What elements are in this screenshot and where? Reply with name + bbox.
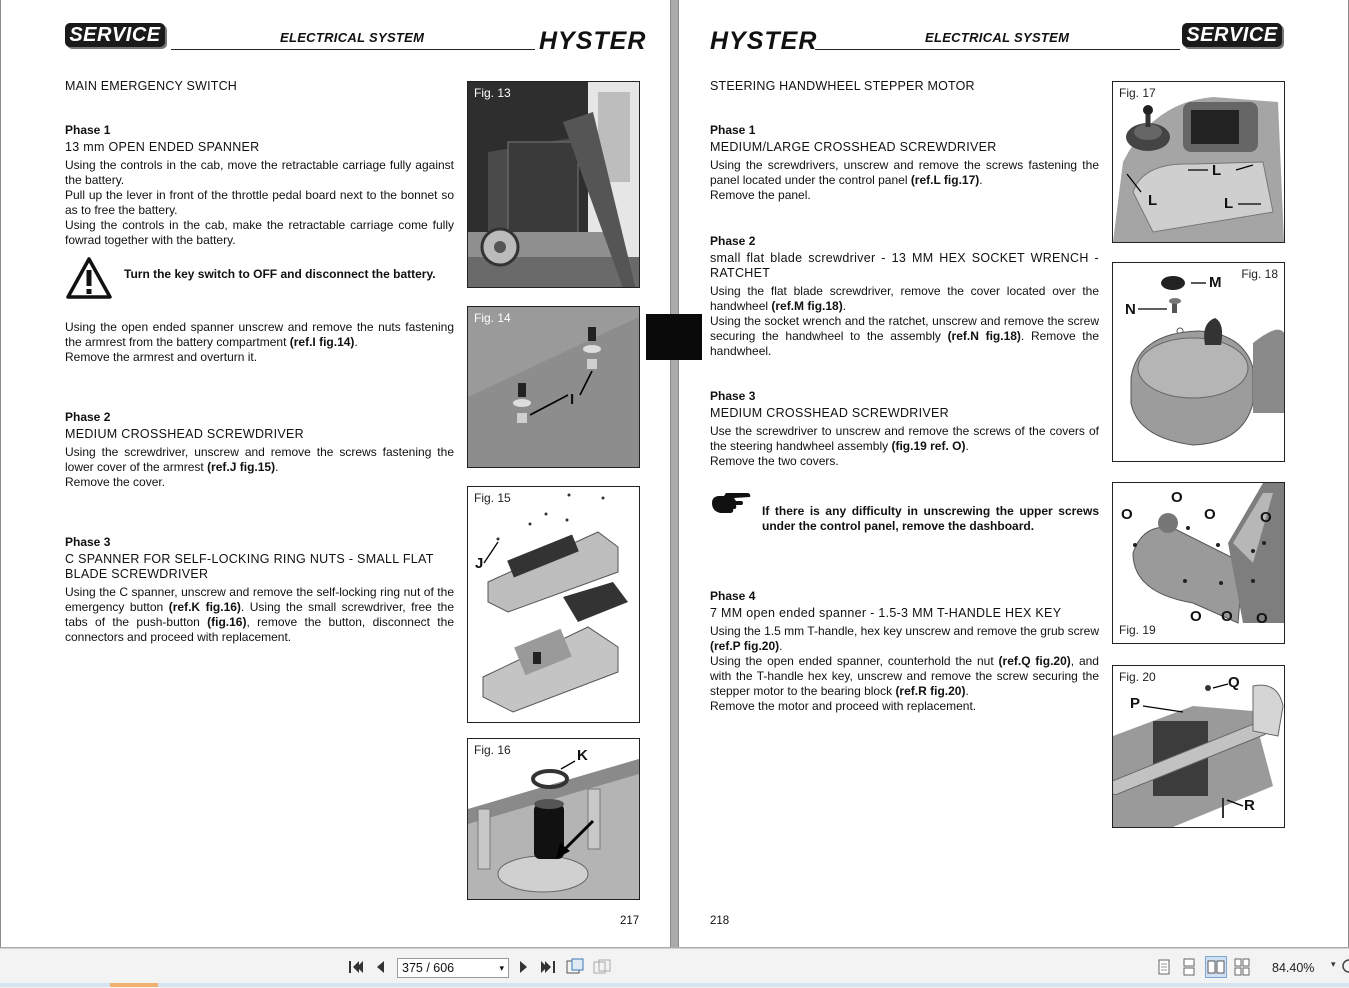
first-page-icon[interactable] — [348, 958, 364, 979]
figure-20-image — [1113, 666, 1284, 827]
single-page-icon[interactable] — [1156, 958, 1172, 979]
page-title: STEERING HANDWHEEL STEPPER MOTOR — [710, 79, 975, 93]
callout-label: Q — [1228, 674, 1240, 691]
figure-16-image — [468, 739, 639, 899]
service-logo: SERVICE — [1182, 23, 1282, 47]
callout-label: O — [1171, 489, 1183, 506]
section-title: ELECTRICAL SYSTEM — [925, 30, 1070, 45]
phase-text: Using the 1.5 mm T-handle, hex key unscrew and remove the grub screw (ref.P fig.20). Using the open ended spanner, counterhold the nut (ref.Q fig.20), and with the T-handle hex key, unscrew and remove the screw securing the stepper motor to the bearing block (ref.R fig.20). Remove the motor and proceed with replacement. — [710, 624, 1099, 713]
callout-label: O — [1204, 506, 1216, 523]
callout-label: O — [1260, 509, 1272, 526]
header-rule — [815, 49, 1180, 50]
chevron-down-icon[interactable]: ▾ — [499, 963, 504, 973]
service-logo: SERVICE — [65, 23, 165, 47]
callout-label: P — [1130, 695, 1141, 712]
warning-icon — [65, 256, 113, 300]
right-page — [678, 0, 1349, 947]
prev-page-icon[interactable] — [374, 958, 386, 979]
page-number: 218 — [710, 915, 730, 927]
fit-width-icon[interactable] — [593, 958, 611, 979]
callout-label: O — [1221, 608, 1233, 625]
callout-label: M — [1209, 274, 1222, 291]
next-page-icon[interactable] — [518, 958, 530, 979]
figure-16 — [467, 738, 640, 900]
zoom-level[interactable]: 84.40% — [1272, 961, 1315, 975]
taskbar-strip — [0, 983, 110, 987]
taskbar-strip — [158, 983, 1349, 987]
brand-logo: HYSTER — [710, 27, 818, 55]
figure-label: Fig. 19 — [1119, 623, 1156, 637]
continuous-icon[interactable] — [1181, 958, 1197, 979]
figure-14-image — [468, 307, 639, 467]
chevron-down-icon[interactable]: ▾ — [1331, 959, 1336, 969]
note-text: If there is any difficulty in unscrewing the upper screws under the control panel, remove the dashboard. — [762, 504, 1099, 533]
phase-tool: MEDIUM CROSSHEAD SCREWDRIVER — [65, 427, 304, 441]
left-page — [0, 0, 671, 947]
two-page-continuous-icon[interactable] — [1234, 958, 1250, 979]
phase-text: Using the flat blade screwdriver, remove the cover located over the handwheel (ref.M fig.18). Using the socket wrench and the ratchet, unscrew and remove the screw securing the handwheel to the assembly (ref.N fig.18). Remove the handwheel. — [710, 284, 1099, 358]
phase-label: Phase 1 — [65, 123, 111, 137]
figure-label: Fig. 13 — [474, 86, 511, 100]
figure-label: Fig. 14 — [474, 311, 511, 325]
callout-label: I — [570, 391, 575, 408]
phase-tool: C SPANNER FOR SELF-LOCKING RING NUTS - SMALL FLAT BLADE SCREWDRIVER — [65, 552, 434, 581]
phase-tool: MEDIUM/LARGE CROSSHEAD SCREWDRIVER — [710, 140, 997, 154]
figure-17 — [1112, 81, 1285, 243]
figure-label: Fig. 16 — [474, 743, 511, 757]
taskbar-strip-accent — [110, 983, 158, 987]
figure-label: Fig. 15 — [474, 491, 511, 505]
figure-label: Fig. 20 — [1119, 670, 1156, 684]
phase-text: Use the screwdriver to unscrew and remove the screws of the covers of the steering handwheel assembly (fig.19 ref. O). Remove the two covers. — [710, 424, 1099, 468]
figure-label: Fig. 17 — [1119, 86, 1156, 100]
page-gap-marker — [646, 314, 702, 360]
phase-tool: 7 MM open ended spanner - 1.5-3 MM T-HANDLE HEX KEY — [710, 606, 1062, 620]
callout-label: L — [1148, 192, 1158, 209]
callout-label: O — [1121, 506, 1133, 523]
figure-15 — [467, 486, 640, 723]
phase-label: Phase 4 — [710, 589, 756, 603]
phase-tool: small flat blade screwdriver - 13 MM HEX SOCKET WRENCH - RATCHET — [710, 251, 1099, 280]
phase-text: Using the C spanner, unscrew and remove the self-locking ring nut of the emergency button (ref.K fig.16). Using the small screwdriver, free the tabs of the push-button (fig.16), remove the button, disconnect the connectors and proceed with replacement. — [65, 585, 454, 644]
header-rule — [171, 49, 535, 50]
zoom-in-icon[interactable] — [1341, 958, 1349, 974]
phase-label: Phase 3 — [710, 389, 756, 403]
last-page-icon[interactable] — [540, 958, 556, 979]
phase-label: Phase 3 — [65, 535, 111, 549]
phase-text: Using the controls in the cab, move the retractable carriage fully against the battery. Pull up the lever in front of the throttle pedal board next to the bonnet so as to free the battery. Using the controls in the cab, make the retractable carriage come fully fowrad together with the battery. — [65, 158, 454, 247]
section-title: ELECTRICAL SYSTEM — [280, 30, 425, 45]
figure-18 — [1112, 262, 1285, 462]
phase-tool: MEDIUM CROSSHEAD SCREWDRIVER — [710, 406, 949, 420]
callout-label: O — [1256, 610, 1268, 627]
figure-19 — [1112, 482, 1285, 644]
viewer-toolbar — [0, 948, 1349, 988]
phase-label: Phase 2 — [65, 410, 111, 424]
figure-18-image — [1113, 263, 1284, 461]
brand-logo: HYSTER — [539, 27, 647, 55]
page-number-input[interactable]: 375 / 606 ▾ — [397, 958, 509, 978]
figure-label: Fig. 18 — [1241, 267, 1278, 281]
callout-label: R — [1244, 797, 1255, 814]
figure-17-image — [1113, 82, 1284, 242]
phase-label: Phase 1 — [710, 123, 756, 137]
callout-label: L — [1224, 195, 1234, 212]
warning-text: Turn the key switch to OFF and disconnect the battery. — [124, 267, 436, 281]
callout-label: K — [577, 747, 588, 764]
figure-13 — [467, 81, 640, 288]
phase-text: Using the screwdrivers, unscrew and remove the screws fastening the panel located under the control panel (ref.L fig.17). Remove the panel. — [710, 158, 1099, 202]
two-page-icon[interactable] — [1205, 956, 1227, 978]
callout-label: O — [1190, 608, 1202, 625]
pointing-hand-icon — [710, 491, 752, 517]
figure-15-image — [468, 487, 639, 722]
callout-label: N — [1125, 301, 1136, 318]
figure-13-image — [468, 82, 639, 287]
figure-20 — [1112, 665, 1285, 828]
fit-page-icon[interactable] — [566, 958, 584, 979]
phase-text: Using the screwdriver, unscrew and remove the screws fastening the lower cover of the armrest (ref.J fig.15). Remove the cover. — [65, 445, 454, 489]
phase-label: Phase 2 — [710, 234, 756, 248]
phase-tool: 13 mm OPEN ENDED SPANNER — [65, 140, 260, 154]
page-title: MAIN EMERGENCY SWITCH — [65, 79, 238, 93]
callout-label: J — [475, 555, 484, 572]
page-number: 217 — [620, 915, 640, 927]
figure-14 — [467, 306, 640, 468]
callout-label: L — [1212, 162, 1222, 179]
armrest-text: Using the open ended spanner unscrew and remove the nuts fastening the armrest from the battery compartment (ref.I fig.14). Remove the armrest and overturn it. — [65, 320, 454, 364]
